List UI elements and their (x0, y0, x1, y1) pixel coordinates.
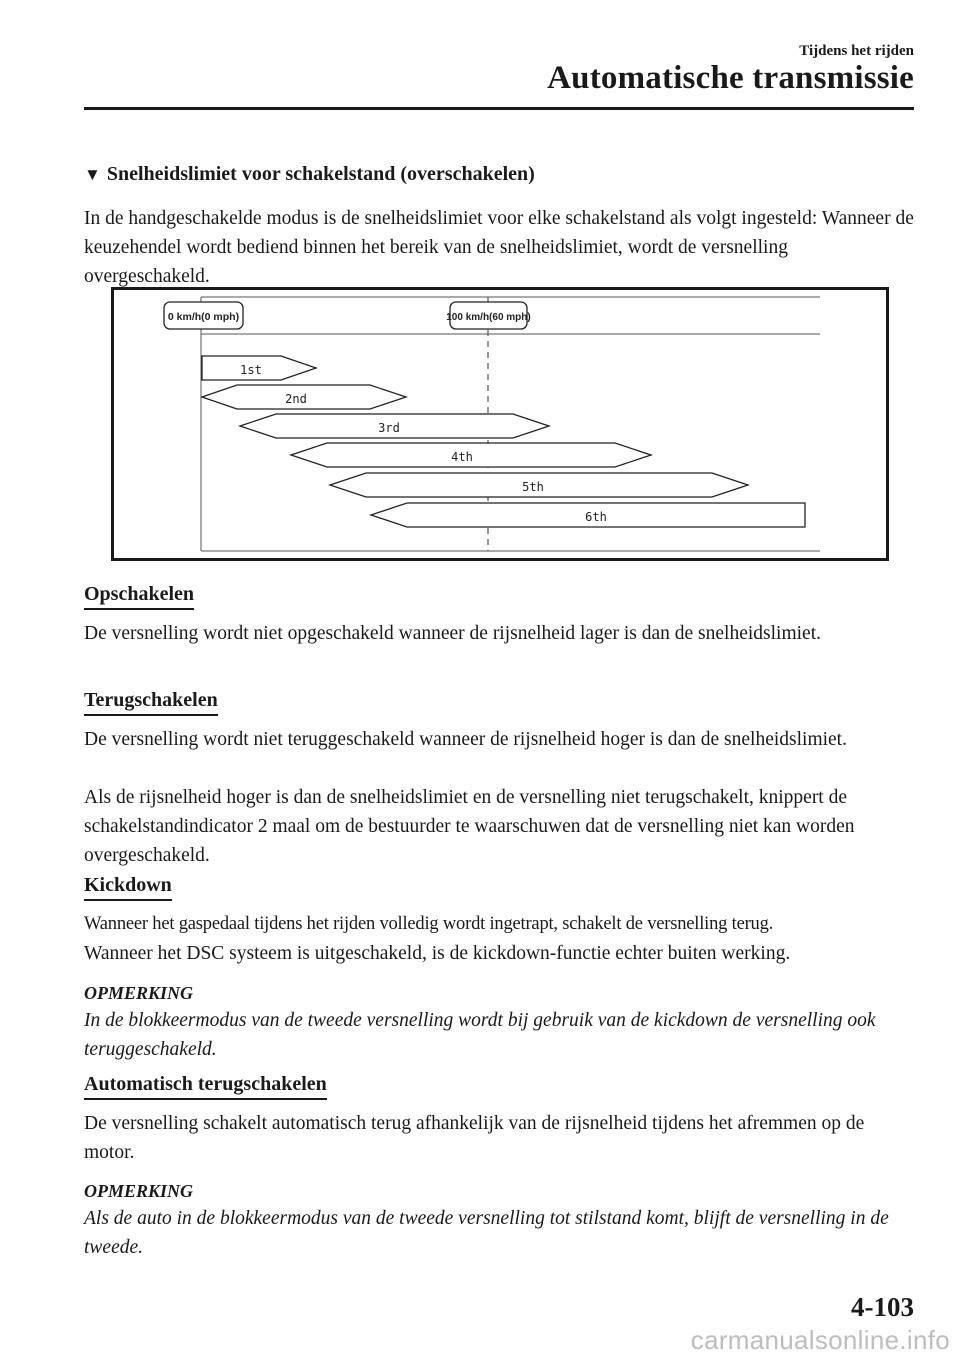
svg-text:4th: 4th (451, 450, 473, 464)
upshift-heading: Opschakelen (84, 583, 194, 610)
upshift-text: De versnelling wordt niet opgeschakeld wanneer de rijsnelheid lager is dan de snelheidslimiet. (84, 623, 821, 644)
auto-downshift-note-label: OPMERKING (84, 1181, 194, 1201)
speed-label-0 (164, 302, 243, 329)
gear-speed-svg (114, 290, 886, 558)
kickdown-heading: Kickdown (84, 874, 172, 901)
gear-bar-1st (202, 356, 316, 380)
kickdown-note-label: OPMERKING (84, 983, 194, 1003)
auto-downshift-heading: Automatisch terugschakelen (84, 1073, 327, 1100)
gear-bar-6th (371, 503, 805, 527)
downshift-heading: Terugschakelen (84, 689, 218, 716)
svg-text:0 km/h(0 mph): 0 km/h(0 mph) (167, 311, 240, 323)
auto-downshift-note-text: Als de auto in de blokkeermodus van de tweede versnelling tot stilstand komt, blijft de versnelling in de tweede. (84, 1208, 889, 1258)
gear-bar-5th (330, 473, 748, 497)
section-heading-text: Snelheidslimiet voor schakelstand (overschakelen) (106, 163, 535, 185)
kickdown-text-1: Wanneer het gaspedaal tijdens het rijden volledig wordt ingetrapt, schakelt de versnelling terug. (84, 914, 774, 934)
section-heading (84, 163, 535, 186)
svg-text:3rd: 3rd (378, 421, 400, 435)
svg-text:2nd: 2nd (285, 392, 307, 406)
speed-label-100 (446, 302, 530, 329)
gear-bar-4th (291, 443, 651, 467)
page-number: 4-103 (851, 1292, 914, 1322)
intro-paragraph: In de handgeschakelde modus is de snelheidslimiet voor elke schakelstand als volgt ingesteld: Wanneer de keuzehendel wordt bediend binnen het bereik van de snelheidslimiet, wordt de versnelling overgeschakeld. (84, 208, 914, 287)
auto-downshift-text: De versnelling schakelt automatisch terug afhankelijk van de rijsnelheid tijdens het afremmen op de motor. (84, 1113, 865, 1163)
kickdown-note-text: In de blokkeermodus van de tweede versnelling wordt bij gebruik van de kickdown de versnelling ook teruggeschakeld. (84, 1010, 876, 1060)
svg-text:5th: 5th (522, 480, 544, 494)
downshift-text-1: De versnelling wordt niet teruggeschakeld wanneer de rijsnelheid hoger is dan de snelheidslimiet. (84, 729, 847, 750)
header-rule (84, 107, 914, 110)
downshift-text-2: Als de rijsnelheid hoger is dan de snelheidslimiet en de versnelling niet terugschakelt, knippert de schakelstandindicator 2 maal om de bestuurder te waarschuwen dat de versnelling niet kan worden overgeschakeld. (84, 787, 855, 866)
triangle-down-icon: ▼ (84, 165, 101, 184)
watermark: carmanualsonline.info (690, 1325, 950, 1355)
svg-text:100 km/h(60 mph): 100 km/h(60 mph) (446, 312, 531, 323)
gear-bar-2nd (202, 385, 406, 409)
svg-text:1st: 1st (240, 363, 262, 377)
gear-speed-diagram (111, 287, 889, 561)
svg-text:6th: 6th (585, 510, 607, 524)
page-title: Automatische transmissie (547, 60, 914, 96)
kickdown-text-2: Wanneer het DSC systeem is uitgeschakeld, is de kickdown-functie echter buiten werking. (84, 943, 791, 964)
gear-bar-3rd (240, 414, 549, 438)
header-section-label: Tijdens het rijden (799, 43, 914, 59)
